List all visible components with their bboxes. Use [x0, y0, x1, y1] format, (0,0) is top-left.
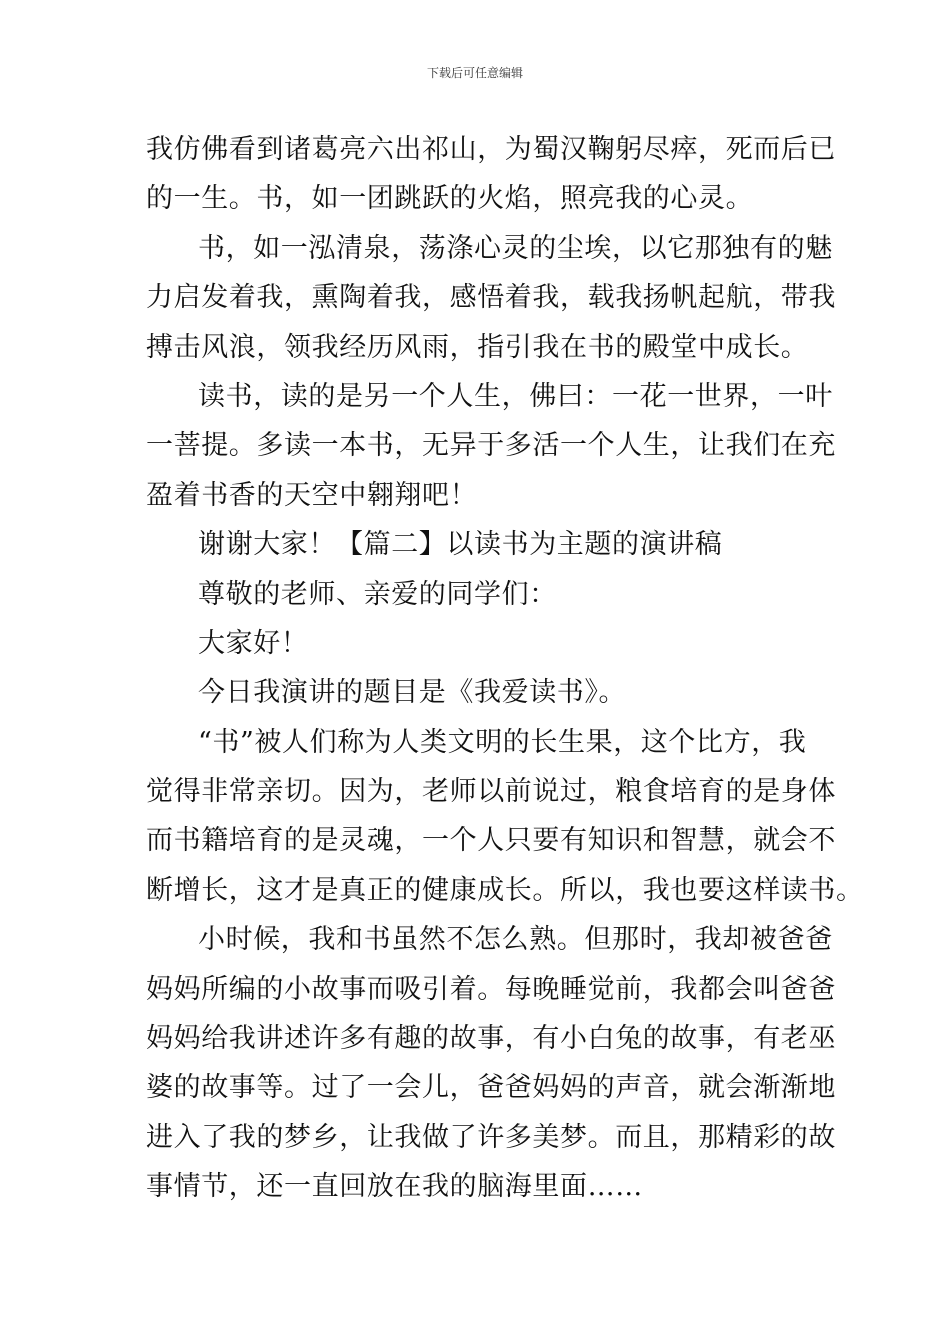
text-line: 力启发着我，熏陶着我，感悟着我，载我扬帆起航，带我: [146, 282, 836, 314]
text-line: 我仿佛看到诸葛亮六出祁山，为蜀汉鞠躬尽瘁，死而后已: [146, 134, 836, 165]
text-line: 而书籍培育的是灵魂，一个人只要有知识和智慧，就会不: [146, 825, 836, 857]
text-line: 一菩提。多读一本书，无异于多活一个人生，让我们在充: [146, 430, 836, 462]
document-body: [146, 125, 864, 1212]
text-line: 进入了我的梦乡，让我做了许多美梦。而且，那精彩的故: [146, 1121, 836, 1153]
text-line: 妈妈给我讲述许多有趣的故事，有小白兔的故事，有老巫: [146, 1023, 836, 1055]
text-line: 的一生。书，如一团跳跃的火焰，照亮我的心灵。: [146, 183, 754, 215]
text-line: 断增长，这才是真正的健康成长。所以，我也要这样读书。: [146, 874, 864, 906]
text-line: 大家好！: [198, 627, 309, 659]
text-line: 小时候，我和书虽然不怎么熟。但那时，我却被爸爸: [198, 924, 833, 956]
text-line: “书”被人们称为人类文明的长生果，这个比方，我: [198, 726, 807, 758]
text-line: 婆的故事等。过了一会儿，爸爸妈妈的声音，就会渐渐地: [146, 1072, 836, 1104]
text-line: 搏击风浪，领我经历风雨，指引我在书的殿堂中成长。: [146, 331, 809, 363]
text-line: 谢谢大家！【篇二】以读书为主题的演讲稿: [198, 529, 723, 561]
text-line: 尊敬的老师、亲爱的同学们：: [198, 578, 557, 610]
text-line: 书，如一泓清泉，荡涤心灵的尘埃，以它那独有的魅: [198, 232, 833, 264]
text-line: 事情节，还一直回放在我的脑海里面……: [146, 1171, 643, 1203]
text-line: 妈妈所编的小故事而吸引着。每晚睡觉前，我都会叫爸爸: [146, 973, 836, 1005]
text-line: 今日我演讲的题目是《我爱读书》。: [198, 677, 627, 709]
text-line: 盈着书香的天空中翱翔吧！: [146, 479, 478, 511]
text-line: 读书，读的是另一个人生，佛曰：一花一世界，一叶: [198, 380, 833, 412]
text-line: 觉得非常亲切。因为，老师以前说过，粮食培育的是身体: [146, 776, 836, 808]
page-header: 下载后可任意编辑: [426, 66, 523, 80]
